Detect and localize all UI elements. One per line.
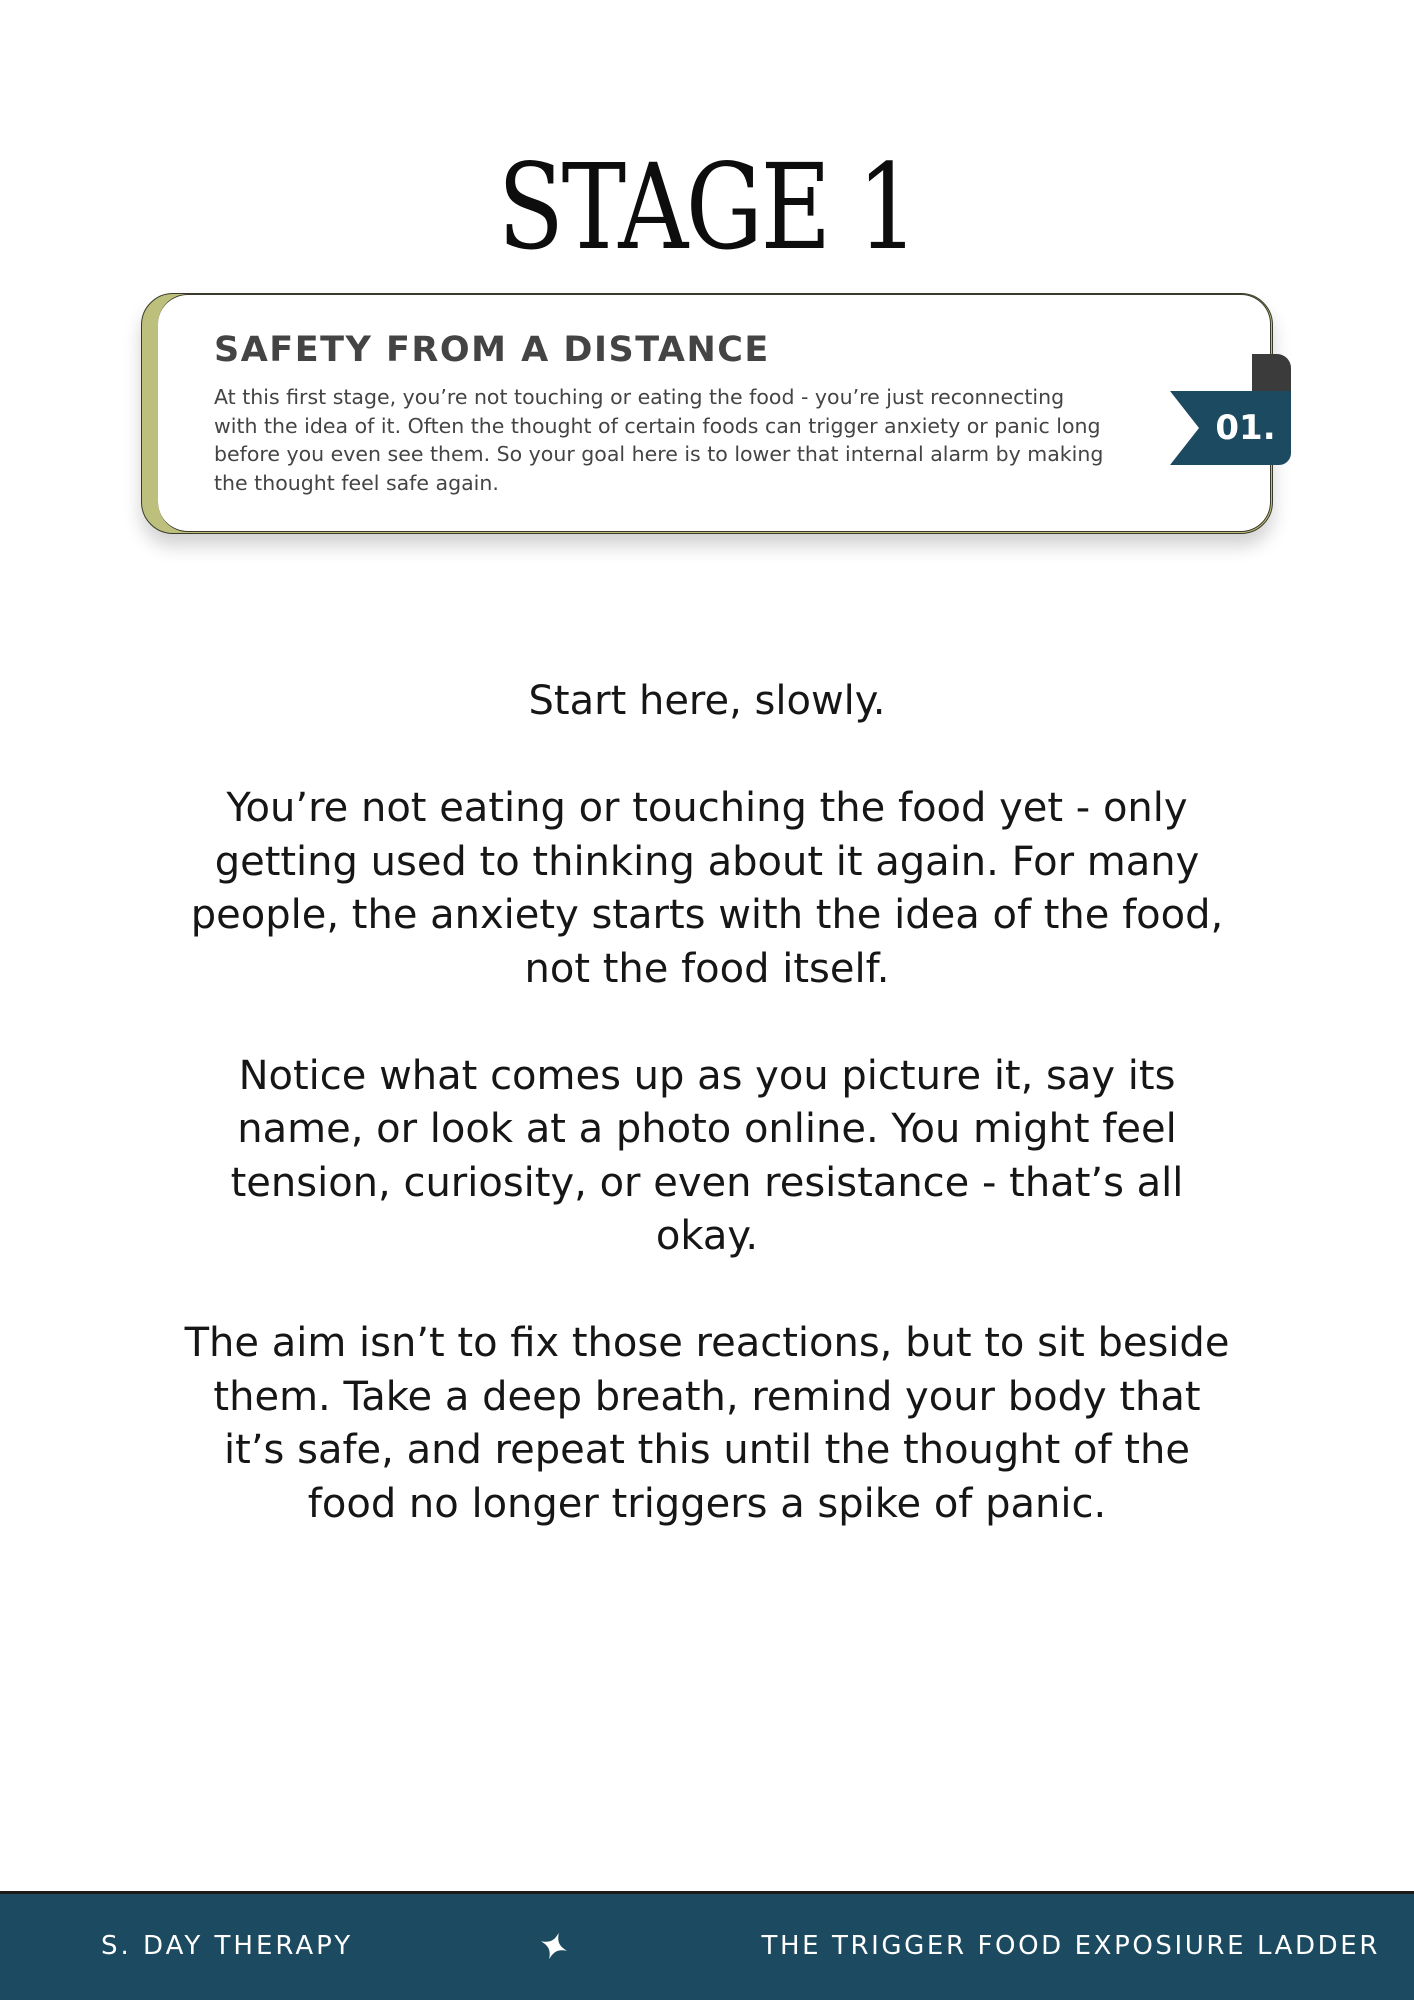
page-title: STAGE 1 (497, 138, 917, 276)
card-heading: SAFETY FROM A DISTANCE (214, 330, 770, 370)
card-description: At this first stage, you’re not touching or eating the food - you’re just reconnecting with the idea of it. Often the thought of certain foods can trigger anxiety or panic long before you even see them. So your goal here is to lower that internal alarm by making the thought feel safe again. (214, 385, 1104, 495)
sparkle-star-icon (537, 1929, 571, 1963)
main-paragraph: The aim isn’t to fix those reactions, but to sit beside them. Take a deep breath, remind your body that it’s safe, and repeat this until the thought of the food no longer triggers a spike of panic. (184, 1320, 1230, 1527)
main-paragraph: Notice what comes up as you picture it, say its name, or look at a photo online. You might feel tension, curiosity, or even resistance - that’s all okay. (230, 1052, 1184, 1259)
main-text (180, 675, 1234, 1585)
main-paragraph: You’re not eating or touching the food yet - only getting used to thinking about it again. For many people, the anxiety starts with the idea of the food, not the food itself. (190, 785, 1224, 992)
footer-brand: S. DAY THERAPY (101, 1931, 354, 1961)
stage-number-label: 01. (1215, 408, 1276, 448)
footer-document-title: THE TRIGGER FOOD EXPOSIURE LADDER (761, 1931, 1380, 1961)
main-paragraph-intro: Start here, slowly. (528, 678, 886, 724)
